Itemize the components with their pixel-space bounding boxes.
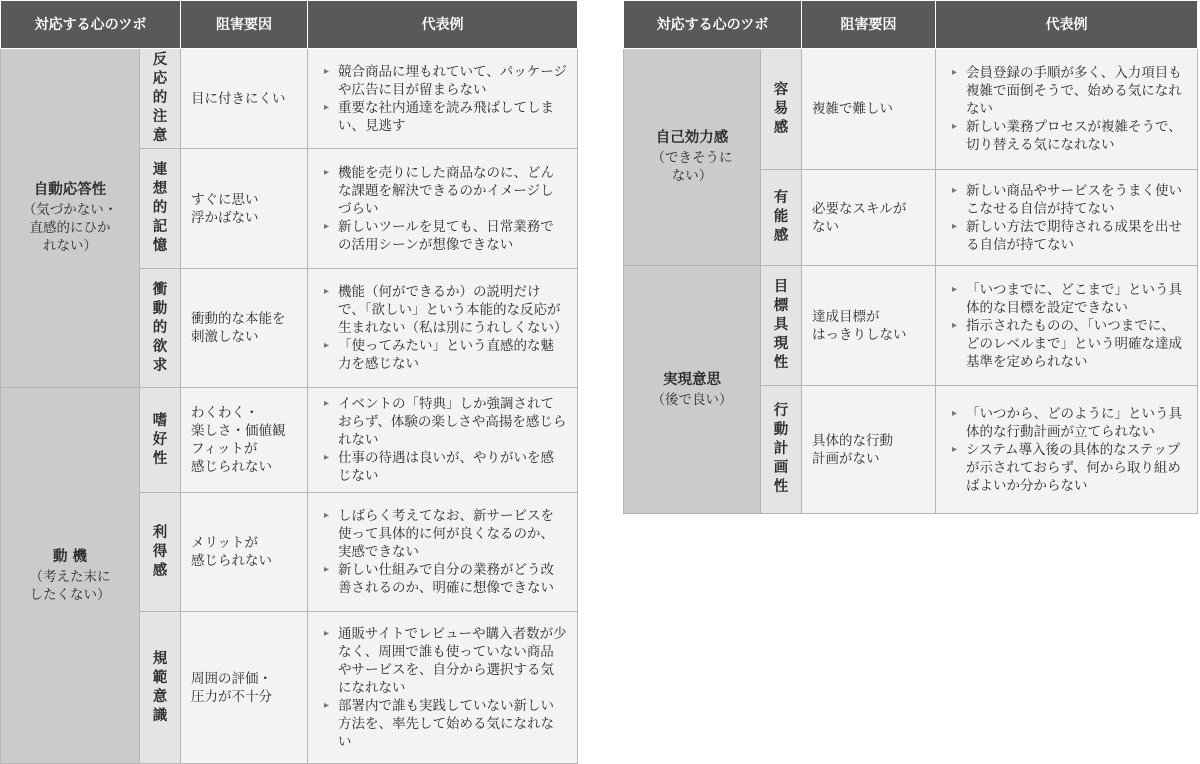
header-examples: 代表例 xyxy=(936,1,1198,49)
factor-line: 達成目標が xyxy=(812,308,880,325)
subcategory-label: 目標具現性 xyxy=(773,279,789,371)
subcategory-cell xyxy=(140,612,181,764)
factor-line: はっきりしない xyxy=(812,326,907,343)
example-item: ▸ 新しい仕組みで自分の業務がどう改善されるのか、明確に想像できない xyxy=(324,561,567,597)
category-cell xyxy=(624,266,761,514)
example-item: ▸ 新しい方法で期待される成果を出せる自信が持てない xyxy=(952,218,1187,254)
factor-line: 周囲の評価・ xyxy=(191,670,273,687)
subcategory-label: 衝動的欲求 xyxy=(152,281,168,374)
factor-line: 感じられない xyxy=(191,553,273,569)
examples-cell xyxy=(308,49,578,149)
table-row xyxy=(624,266,1198,386)
factor-line: 具体的な行動 xyxy=(812,432,894,449)
factor-line: 計画がない xyxy=(812,450,880,467)
category-cell xyxy=(624,49,761,266)
subcategory-label: 規範意識 xyxy=(152,650,168,724)
subcategory-label: 容易感 xyxy=(773,81,789,136)
factor-line: 複雑で難しい xyxy=(812,101,894,117)
example-item: ▸ 競合商品に埋もれていて、パッケージや広告に目が留まらない xyxy=(324,63,567,99)
examples-list xyxy=(324,625,567,751)
subcategory-label: 利得感 xyxy=(152,524,168,579)
example-item: ▸ 「使ってみたい」という直感的な魅力を感じない xyxy=(324,337,567,373)
example-item: ▸ 仕事の待遇は良いが、やりがいを感じない xyxy=(324,449,567,485)
example-item: ▸ 部署内で誰も実践していない新しい方法を、率先して始める気になれない xyxy=(324,697,567,751)
subcategory-cell xyxy=(140,493,181,612)
factor-line: ない xyxy=(812,218,840,235)
subcategory-label: 有能感 xyxy=(773,190,789,244)
factor-cell xyxy=(802,49,936,170)
subcategory-label: 連想的記憶 xyxy=(152,162,168,254)
factor-line: 衝動的な本能を xyxy=(191,311,286,327)
factor-line: 浮かばない xyxy=(191,209,259,226)
factor-cell xyxy=(181,612,308,764)
examples-cell xyxy=(936,170,1198,266)
examples-cell xyxy=(308,149,578,269)
factor-cell xyxy=(181,493,308,612)
subcategory-cell xyxy=(140,49,181,149)
examples-cell xyxy=(308,388,578,493)
examples-cell xyxy=(308,612,578,764)
examples-list xyxy=(324,63,567,135)
category-subtitle: （できそうに xyxy=(651,150,733,166)
examples-list xyxy=(324,164,567,254)
factor-cell xyxy=(181,388,308,493)
header-tsubo: 対応する心のツボ xyxy=(624,1,802,49)
factor-cell xyxy=(802,266,936,386)
examples-list xyxy=(324,507,567,597)
header-row xyxy=(624,1,1198,49)
table-row xyxy=(1,388,578,493)
examples-cell xyxy=(936,266,1198,386)
factor-cell xyxy=(802,170,936,266)
category-title: 自動応答性 xyxy=(33,182,107,198)
examples-cell xyxy=(936,386,1198,514)
category-subtitle: れない） xyxy=(43,238,97,254)
examples-cell xyxy=(308,493,578,612)
factor-line: わくわく・ xyxy=(191,405,259,421)
right-table xyxy=(623,0,1198,514)
left-body xyxy=(1,49,578,764)
subcategory-cell xyxy=(140,388,181,493)
category-subtitle: ない） xyxy=(671,168,713,184)
category-subtitle: 直感的にひか xyxy=(29,220,111,236)
example-item: ▸ 「いつから、どのように」という具体的な行動計画が立てられない xyxy=(952,405,1187,441)
example-item: ▸ システム導入後の具体的なステップが示されておらず、何から取り組めばよいか分からない xyxy=(952,441,1187,495)
right-body xyxy=(624,49,1198,514)
subcategory-label: 嗜好性 xyxy=(152,412,168,467)
category-subtitle: （気づかない・ xyxy=(22,202,118,218)
header-row xyxy=(1,1,578,49)
example-item: ▸ 会員登録の手順が多く、入力項目も複雑で面倒そうで、始める気になれない xyxy=(952,64,1187,118)
factor-line: すぐに思い xyxy=(191,191,259,208)
example-item: ▸ しばらく考えてなお、新サービスを使って具体的に何が良くなるのか、実感できない xyxy=(324,507,567,561)
examples-cell xyxy=(308,269,578,388)
table-row xyxy=(1,49,578,149)
subcategory-cell xyxy=(140,149,181,269)
factor-line: 圧力が不十分 xyxy=(191,688,273,705)
example-item: ▸ 指示されたものの、「いつまでに、どのレベルまで」という明確な達成基準を定められない xyxy=(952,317,1187,371)
factor-line: 刺激しない xyxy=(191,329,259,345)
example-item: ▸ 新しい商品やサービスをうまく使いこなせる自信が持てない xyxy=(952,182,1187,218)
examples-list xyxy=(952,64,1187,154)
table-row xyxy=(624,49,1198,170)
header-factor: 阻害要因 xyxy=(181,1,308,49)
header-examples: 代表例 xyxy=(308,1,578,49)
category-title: 実現意思 xyxy=(663,371,721,388)
factor-cell xyxy=(802,386,936,514)
category-cell xyxy=(1,49,140,388)
subcategory-cell xyxy=(761,49,802,170)
subcategory-cell xyxy=(761,266,802,386)
factor-line: 目に付きにくい xyxy=(191,90,286,107)
example-item: ▸ 新しいツールを見ても、日常業務での活用シーンが想像できない xyxy=(324,218,567,254)
left-table xyxy=(0,0,578,764)
subcategory-label: 反応的注意 xyxy=(152,52,168,144)
example-item: ▸ 「いつまでに、どこまで」という具体的な目標を設定できない xyxy=(952,281,1187,317)
subcategory-cell xyxy=(761,170,802,266)
examples-list xyxy=(324,283,567,373)
examples-list xyxy=(952,405,1187,495)
factor-line: 感じられない xyxy=(191,459,273,475)
example-item: ▸ 機能を売りにした商品なのに、どんな課題を解決できるのかイメージしづらい xyxy=(324,164,567,218)
factor-line: 楽しさ・価値観 xyxy=(191,423,286,439)
category-title: 自己効力感 xyxy=(655,130,729,146)
examples-list xyxy=(952,281,1187,371)
examples-list xyxy=(324,395,567,485)
category-cell xyxy=(1,388,140,764)
category-title: 動 機 xyxy=(52,548,88,565)
factor-cell xyxy=(181,149,308,269)
examples-list xyxy=(952,182,1187,254)
factor-cell xyxy=(181,49,308,149)
example-item: ▸ 重要な社内通達を読み飛ばしてしまい、見逃す xyxy=(324,99,567,135)
category-subtitle: （考えた末に xyxy=(29,568,111,585)
subcategory-cell xyxy=(140,269,181,388)
example-item: ▸ イベントの「特典」しか強調されておらず、体験の楽しさや高揚を感じられない xyxy=(324,395,567,449)
factor-line: 必要なスキルが xyxy=(812,200,907,217)
examples-cell xyxy=(936,49,1198,170)
header-tsubo: 対応する心のツボ xyxy=(1,1,181,49)
factor-line: メリットが xyxy=(191,535,258,551)
example-item: ▸ 通販サイトでレビューや購入者数が少なく、周囲で誰も使っていない商品やサービスを、自分から選択する気になれない xyxy=(324,625,567,697)
factor-line: フィットが xyxy=(191,441,258,457)
example-item: ▸ 機能（何ができるか）の説明だけで、「欲しい」という本能的な反応が生まれない（私は別にうれしくない） xyxy=(324,283,567,337)
subcategory-cell xyxy=(761,386,802,514)
subcategory-label: 行動計画性 xyxy=(773,403,789,495)
header-factor: 阻害要因 xyxy=(802,1,936,49)
category-subtitle: したくない） xyxy=(29,586,111,603)
example-item: ▸ 新しい業務プロセスが複雑そうで、切り替える気になれない xyxy=(952,118,1187,154)
category-subtitle: （後で良い） xyxy=(651,391,733,408)
factor-cell xyxy=(181,269,308,388)
